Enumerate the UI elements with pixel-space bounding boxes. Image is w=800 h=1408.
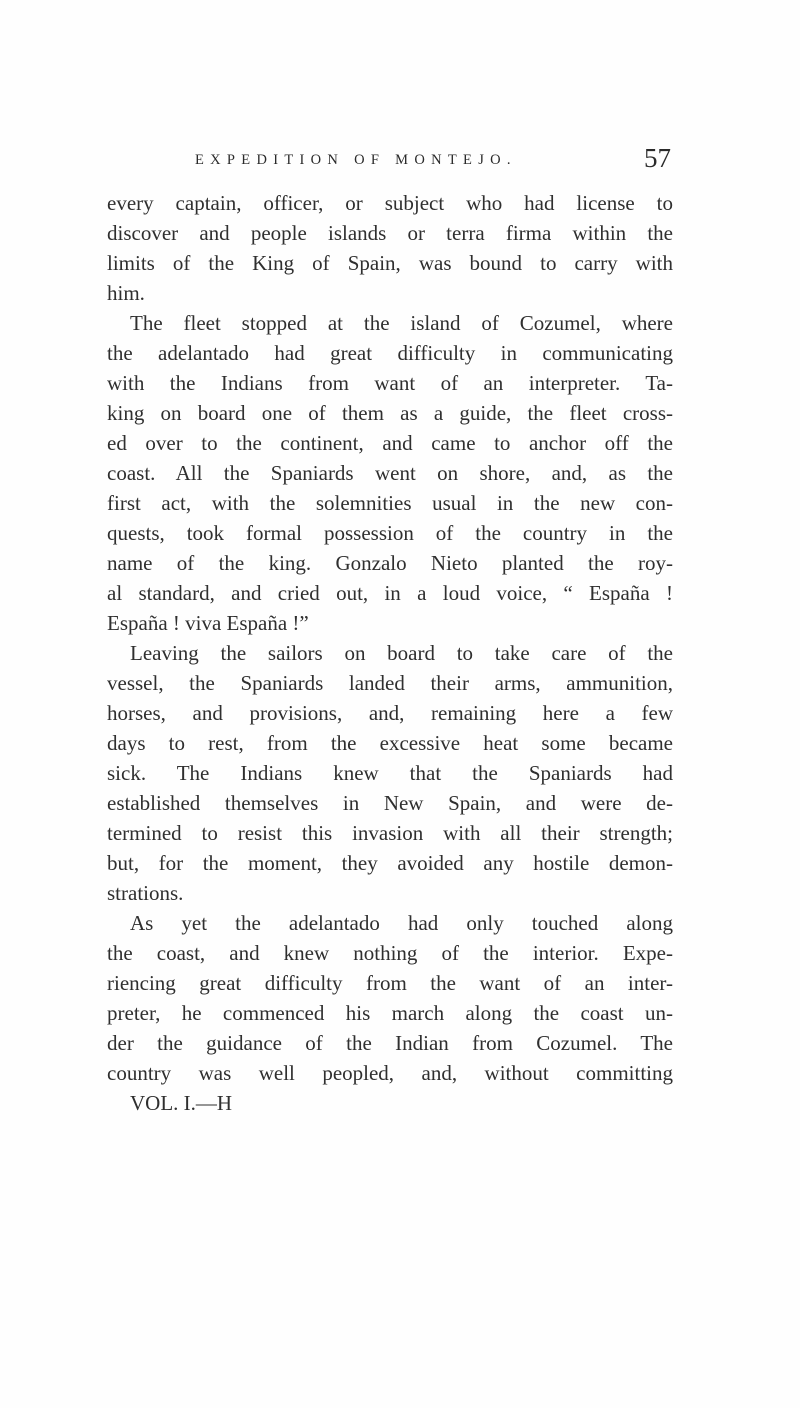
text-line: strations. [107, 881, 184, 905]
text-line: ed over to the continent, and came to anchor off the [107, 431, 673, 455]
text-line: España ! viva España !” [107, 611, 309, 635]
text-line: termined to resist this invasion with all their strength; [107, 821, 673, 845]
text-line: name of the king. Gonzalo Nieto planted the roy- [107, 551, 673, 575]
signature-mark: VOL. I.—H [130, 1091, 233, 1115]
text-line: preter, he commenced his march along the coast un- [107, 1001, 673, 1025]
text-line: him. [107, 281, 145, 305]
text-line: vessel, the Spaniards landed their arms, ammunition, [107, 671, 673, 695]
text-line: the coast, and knew nothing of the interior. Expe- [107, 941, 673, 965]
text-line: but, for the moment, they avoided any hostile demon- [107, 851, 673, 875]
text-line: established themselves in New Spain, and were de- [107, 791, 673, 815]
text-line: with the Indians from want of an interpreter. Ta- [107, 371, 673, 395]
text-line: quests, took formal possession of the country in the [107, 521, 673, 545]
text-line: the adelantado had great difficulty in communicating [107, 341, 673, 365]
text-line: days to rest, from the excessive heat some became [107, 731, 673, 755]
text-line: discover and people islands or terra firma within the [107, 221, 673, 245]
page-number: 57 [644, 143, 671, 173]
text-line: country was well peopled, and, without committing [107, 1061, 673, 1085]
text-line: Leaving the sailors on board to take care of the [130, 641, 673, 665]
text-line: every captain, officer, or subject who had license to [107, 191, 673, 215]
text-line: der the guidance of the Indian from Cozumel. The [107, 1031, 673, 1055]
text-line: horses, and provisions, and, remaining here a few [107, 701, 673, 725]
text-line: The fleet stopped at the island of Cozumel, where [130, 311, 673, 335]
text-line: king on board one of them as a guide, the fleet cross- [107, 401, 673, 425]
text-line: As yet the adelantado had only touched along [130, 911, 673, 935]
text-line: riencing great difficulty from the want of an inter- [107, 971, 673, 995]
text-line: limits of the King of Spain, was bound to carry with [107, 251, 673, 275]
text-line: first act, with the solemnities usual in the new con- [107, 491, 673, 515]
text-line: coast. All the Spaniards went on shore, and, as the [107, 461, 673, 485]
text-line: al standard, and cried out, in a loud voice, “ España ! [107, 581, 673, 605]
running-title: EXPEDITION OF MONTEJO. [195, 152, 517, 168]
page-header [107, 143, 675, 180]
text-line: sick. The Indians knew that the Spaniards had [107, 761, 673, 785]
